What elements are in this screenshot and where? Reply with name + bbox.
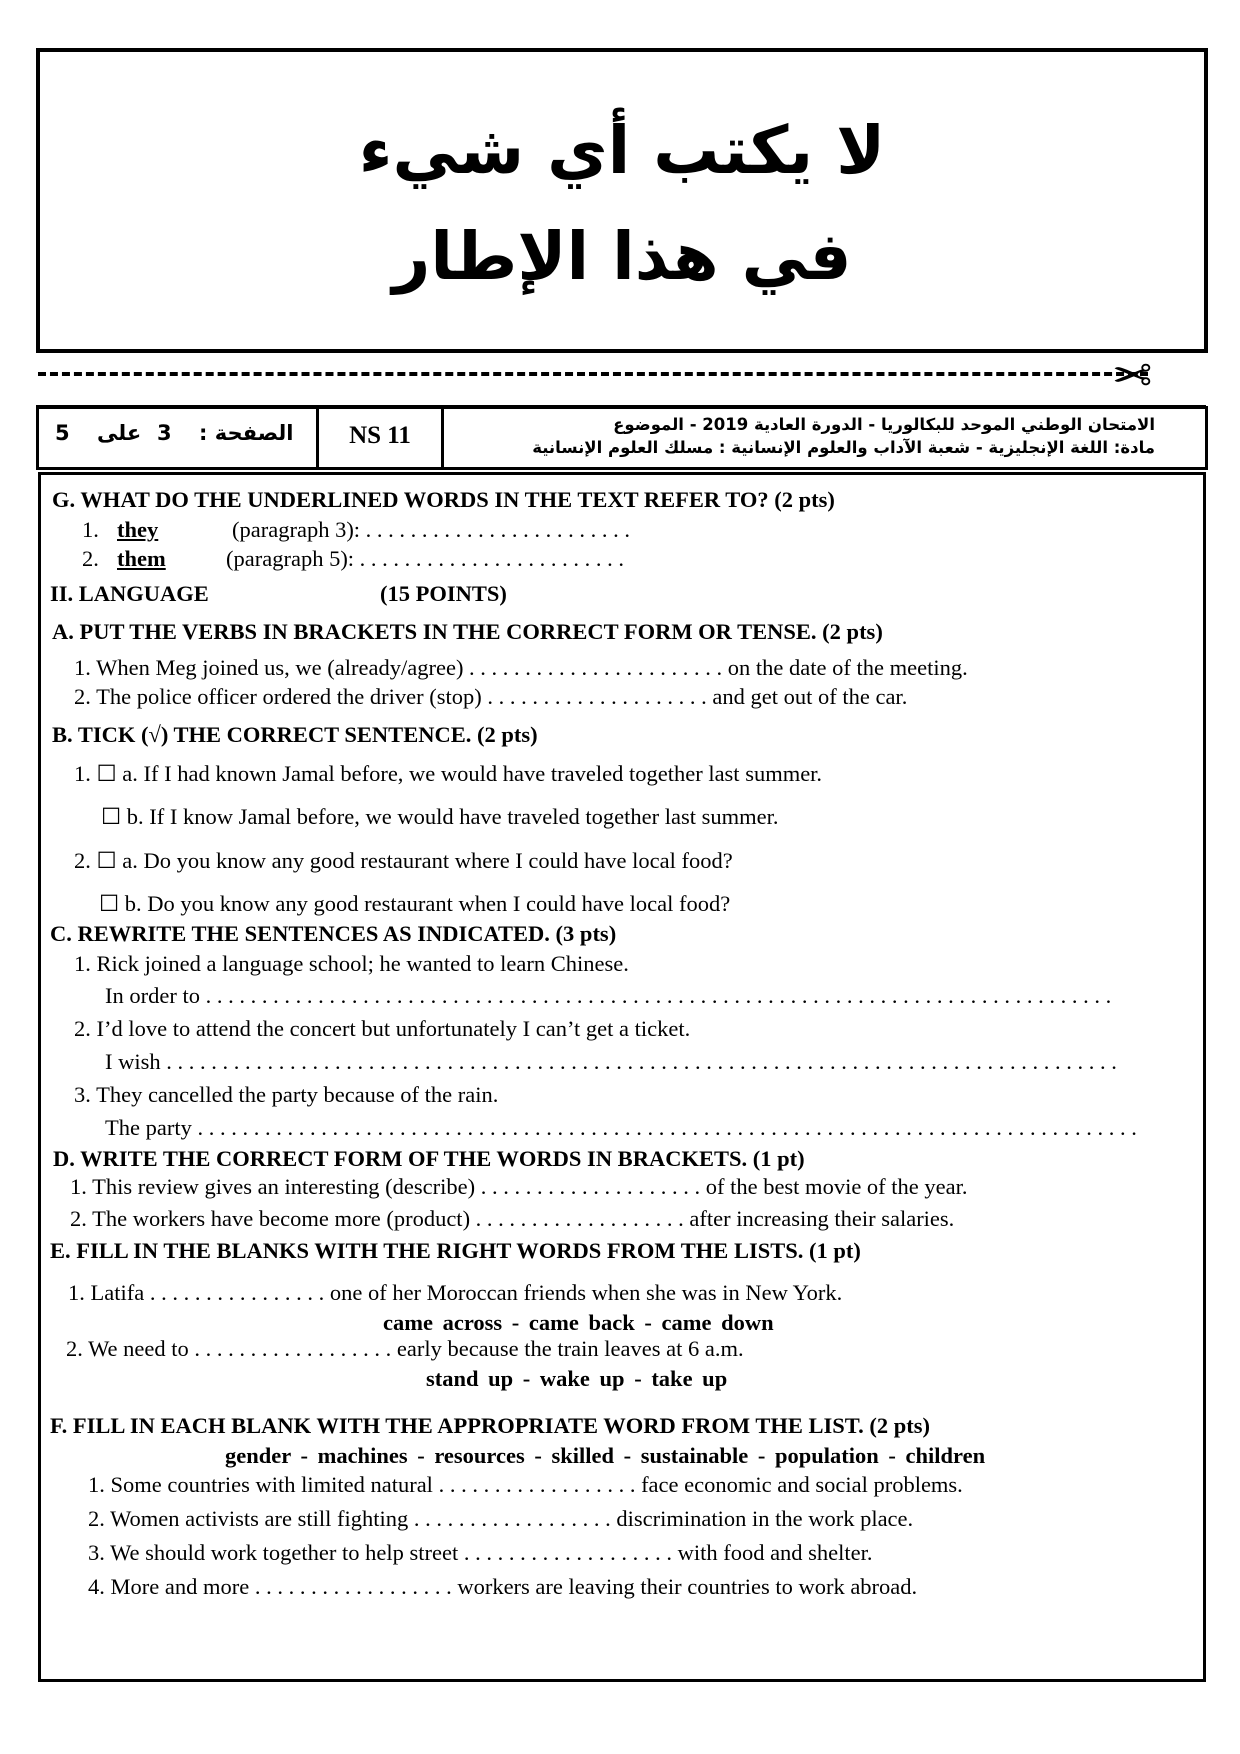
section-f-item-4: 4. More and more . . . . . . . . . . . . . . . . . . workers are leaving their countries to work abroad. [88, 1574, 918, 1599]
section-g-item-2-word: them [117, 546, 166, 571]
section-b-option-2a: 2. ☐ a. Do you know any good restaurant where I could have local food? [74, 848, 733, 873]
language-points: (15 POINTS) [380, 581, 507, 606]
section-c-heading: C. REWRITE THE SENTENCES AS INDICATED. (3 pts) [50, 921, 617, 946]
exam-code: NS 11 [349, 422, 411, 449]
page-label: الصفحة : [199, 421, 294, 445]
section-e-item-1-options: came across - came back - came down [383, 1310, 774, 1335]
section-g-item-2-num: 2. [82, 546, 99, 571]
section-c-item-1-answer: In order to . . . . . . . . . . . . . . . . . . . . . . . . . . . . . . . . . . . . . . . . . . . . . . . . . . . . . . . . . . . . . . . . . . . . . . . . . . . . . . . . . [105, 983, 1112, 1008]
section-a-item-1: 1. When Meg joined us, we (already/agree) . . . . . . . . . . . . . . . . . . . . . . . on the date of the meeting. [74, 655, 968, 680]
section-f-heading: F. FILL IN EACH BLANK WITH THE APPROPRIATE WORD FROM THE LIST. (2 pts) [50, 1413, 930, 1438]
section-a-heading: A. PUT THE VERBS IN BRACKETS IN THE CORRECT FORM OR TENSE. (2 pts) [52, 619, 883, 644]
section-f-item-3: 3. We should work together to help street . . . . . . . . . . . . . . . . . . . with food and shelter. [88, 1540, 873, 1565]
section-b-heading: B. TICK (√) THE CORRECT SENTENCE. (2 pts) [52, 722, 538, 747]
section-e-item-2-options: stand up - wake up - take up [426, 1366, 728, 1391]
page-indicator [39, 409, 319, 467]
section-d-item-2: 2. The workers have become more (product) . . . . . . . . . . . . . . . . . . . after increasing their salaries. [70, 1206, 955, 1231]
exam-title-line-1: الامتحان الوطني الموحد للبكالوريا - الدورة العادية 2019 - الموضوع [613, 415, 1155, 434]
section-g-item-1-ref: (paragraph 3): . . . . . . . . . . . . . . . . . . . . . . . . [232, 517, 631, 542]
section-c-item-2-answer: I wish . . . . . . . . . . . . . . . . . . . . . . . . . . . . . . . . . . . . . . . . . . . . . . . . . . . . . . . . . . . . . . . . . . . . . . . . . . . . . . . . . . . . . [105, 1049, 1117, 1074]
page-of-label: على [97, 421, 142, 445]
section-f-word-list: gender - machines - resources - skilled - sustainable - population - children [225, 1443, 986, 1468]
notice-line-1: لا يكتب أي شيء [358, 112, 886, 189]
section-e-item-2: 2. We need to . . . . . . . . . . . . . . . . . . early because the train leaves at 6 a.m. [66, 1336, 744, 1361]
section-g-item-2-ref: (paragraph 5): . . . . . . . . . . . . . . . . . . . . . . . . [226, 546, 625, 571]
section-d-heading: D. WRITE THE CORRECT FORM OF THE WORDS IN BRACKETS. (1 pt) [53, 1146, 805, 1171]
exam-content-frame [38, 472, 1206, 1682]
section-b-option-1b: ☐ b. If I know Jamal before, we would have traveled together last summer. [101, 804, 779, 829]
section-c-item-3-answer: The party . . . . . . . . . . . . . . . . . . . . . . . . . . . . . . . . . . . . . . . . . . . . . . . . . . . . . . . . . . . . . . . . . . . . . . . . . . . . . . . . . . . . [105, 1115, 1137, 1140]
section-e-item-1: 1. Latifa . . . . . . . . . . . . . . . . one of her Moroccan friends when she was in New York. [68, 1280, 843, 1305]
page-total: 5 [55, 421, 70, 445]
section-b-option-2b: ☐ b. Do you know any good restaurant when I could have local food? [99, 891, 731, 916]
exam-code-cell [319, 409, 444, 467]
section-g-item-1-num: 1. [82, 517, 99, 542]
section-f-item-2: 2. Women activists are still fighting . . . . . . . . . . . . . . . . . . discrimination in the work place. [88, 1506, 914, 1531]
section-g-heading: G. WHAT DO THE UNDERLINED WORDS IN THE TEXT REFER TO? (2 pts) [52, 487, 835, 512]
page-current: 3 [157, 421, 172, 445]
section-c-item-1: 1. Rick joined a language school; he wanted to learn Chinese. [74, 951, 629, 976]
notice-frame [36, 48, 1208, 353]
exam-header [36, 406, 1208, 470]
section-a-item-2: 2. The police officer ordered the driver (stop) . . . . . . . . . . . . . . . . . . . . and get out of the car. [74, 684, 908, 709]
section-d-item-1: 1. This review gives an interesting (describe) . . . . . . . . . . . . . . . . . . . . of the best movie of the year. [70, 1174, 968, 1199]
section-c-item-3: 3. They cancelled the party because of the rain. [74, 1082, 499, 1107]
section-b-option-1a: 1. ☐ a. If I had known Jamal before, we would have traveled together last summer. [74, 761, 823, 786]
section-e-heading: E. FILL IN THE BLANKS WITH THE RIGHT WORDS FROM THE LISTS. (1 pt) [50, 1238, 861, 1263]
notice-line-2: في هذا الإطار [392, 218, 852, 295]
language-heading: II. LANGUAGE [50, 581, 209, 606]
section-c-item-2: 2. I’d love to attend the concert but unfortunately I can’t get a ticket. [74, 1016, 691, 1041]
section-f-item-1: 1. Some countries with limited natural . . . . . . . . . . . . . . . . . . face economic and social problems. [88, 1472, 963, 1497]
scissors-icon: ✂ [1112, 348, 1153, 404]
cut-line [38, 372, 1148, 376]
section-g-item-1-word: they [117, 517, 159, 542]
exam-title-cell [444, 409, 1205, 467]
exam-title-line-2: مادة: اللغة الإنجليزية - شعبة الآداب والعلوم الإنسانية : مسلك العلوم الإنسانية [532, 438, 1155, 457]
